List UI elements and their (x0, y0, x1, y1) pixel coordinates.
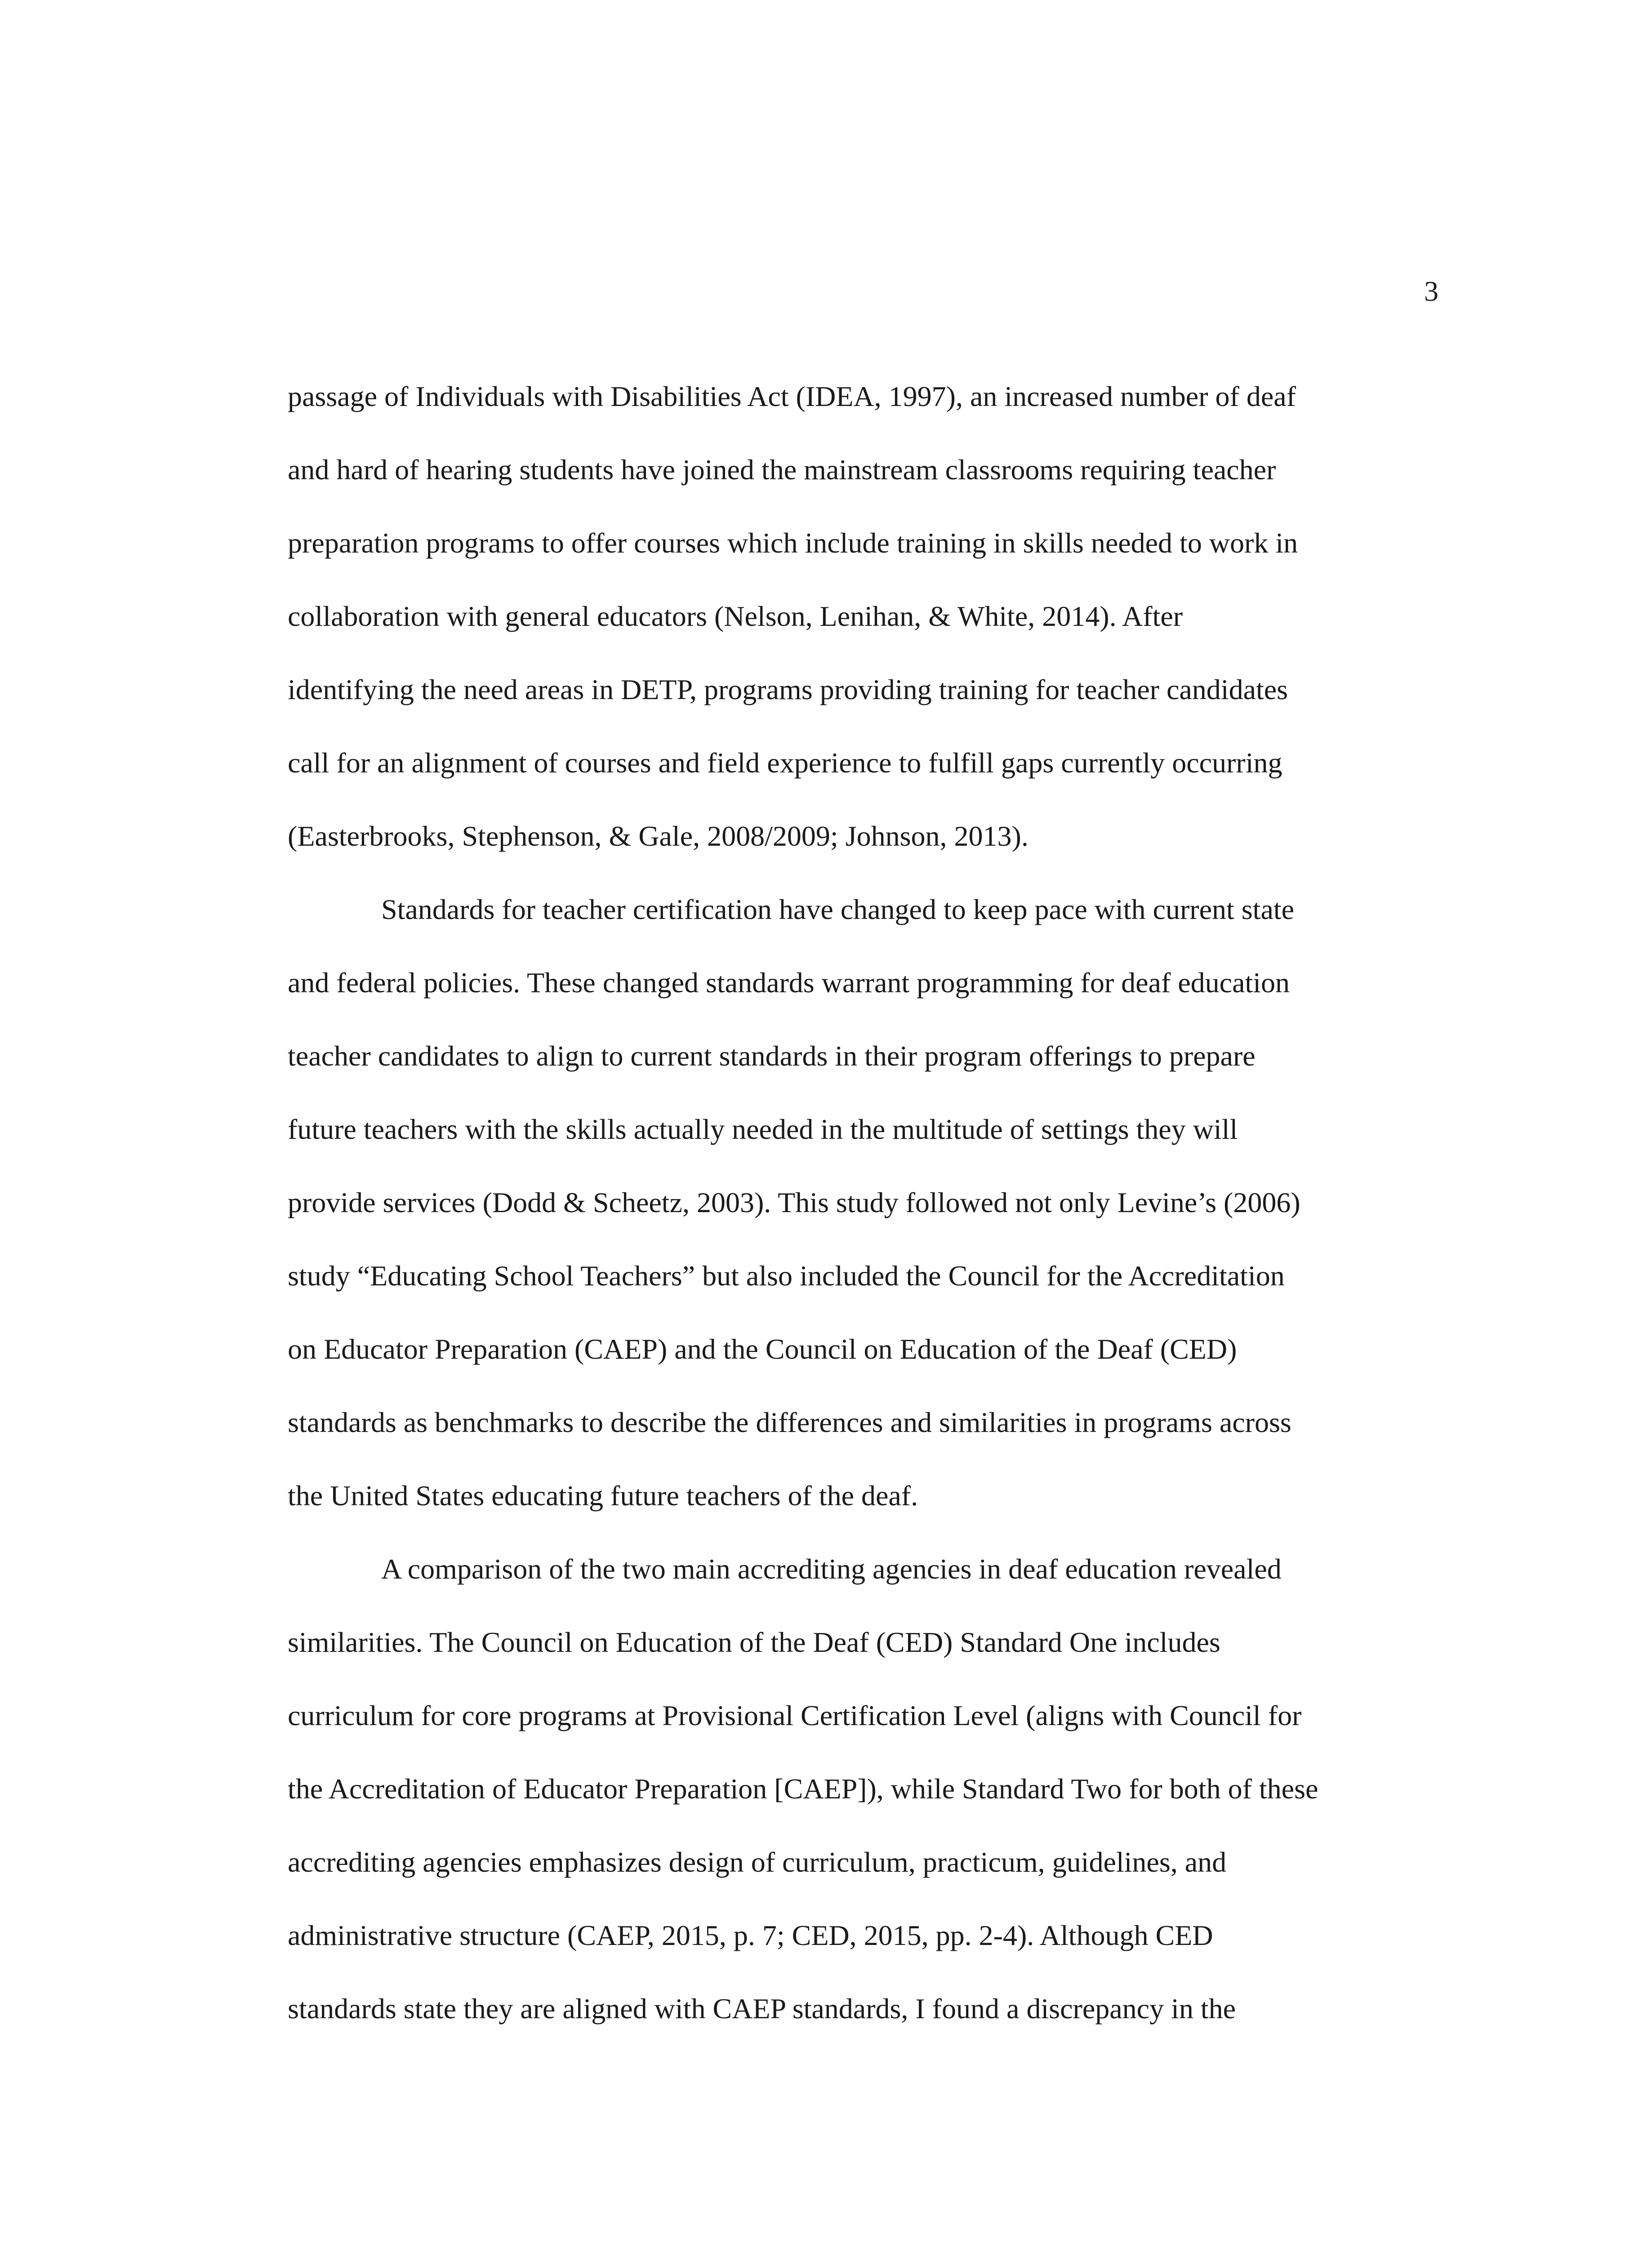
paragraph-line: accrediting agencies emphasizes design of curriculum, practicum, guidelines, and (288, 1846, 1227, 1878)
paragraph-line: (Easterbrooks, Stephenson, & Gale, 2008/2009; Johnson, 2013). (288, 820, 1029, 852)
paragraph-line: study “Educating School Teachers” but also included the Council for the Accreditation (288, 1260, 1285, 1292)
paragraph-line: teacher candidates to align to current standards in their program offerings to prepare (288, 1040, 1256, 1072)
paragraph-3 (288, 1532, 1456, 2045)
paragraph-line: administrative structure (CAEP, 2015, p. 7; CED, 2015, pp. 2-4). Although CED (288, 1919, 1213, 1951)
paragraph-line: passage of Individuals with Disabilities Act (IDEA, 1997), an increased number of deaf (288, 380, 1296, 412)
paragraph-line: call for an alignment of courses and field experience to fulfill gaps currently occurring (288, 747, 1282, 779)
paragraph-2 (288, 873, 1456, 1532)
paragraph-line: Standards for teacher certification have changed to keep pace with current state (381, 893, 1295, 925)
paragraph-line: the United States educating future teachers of the deaf. (288, 1480, 918, 1512)
paragraph-line: and federal policies. These changed standards warrant programming for deaf education (288, 967, 1290, 999)
paragraph-line: collaboration with general educators (Nelson, Lenihan, & White, 2014). After (288, 600, 1183, 632)
paragraph-line: A comparison of the two main accrediting agencies in deaf education revealed (381, 1553, 1282, 1585)
paragraph-1 (288, 360, 1456, 873)
paragraph-line: the Accreditation of Educator Preparation [CAEP]), while Standard Two for both of these (288, 1773, 1318, 1805)
paragraph-line: provide services (Dodd & Scheetz, 2003). This study followed not only Levine’s (2006) (288, 1186, 1300, 1218)
body-text (288, 360, 1456, 2045)
paragraph-line: curriculum for core programs at Provisional Certification Level (aligns with Council for (288, 1699, 1302, 1731)
paragraph-line: similarities. The Council on Education of the Deaf (CED) Standard One includes (288, 1626, 1220, 1658)
paragraph-line: identifying the need areas in DETP, programs providing training for teacher candidates (288, 674, 1288, 705)
paragraph-line: on Educator Preparation (CAEP) and the Council on Education of the Deaf (CED) (288, 1333, 1237, 1365)
paragraph-line: preparation programs to offer courses which include training in skills needed to work in (288, 527, 1298, 559)
paragraph-line: standards state they are aligned with CAEP standards, I found a discrepancy in the (288, 1993, 1236, 2025)
paragraph-line: and hard of hearing students have joined the mainstream classrooms requiring teacher (288, 454, 1276, 486)
paragraph-line: future teachers with the skills actually needed in the multitude of settings they will (288, 1113, 1238, 1145)
paragraph-line: standards as benchmarks to describe the differences and similarities in programs across (288, 1406, 1291, 1438)
page-number: 3 (1424, 275, 1438, 307)
